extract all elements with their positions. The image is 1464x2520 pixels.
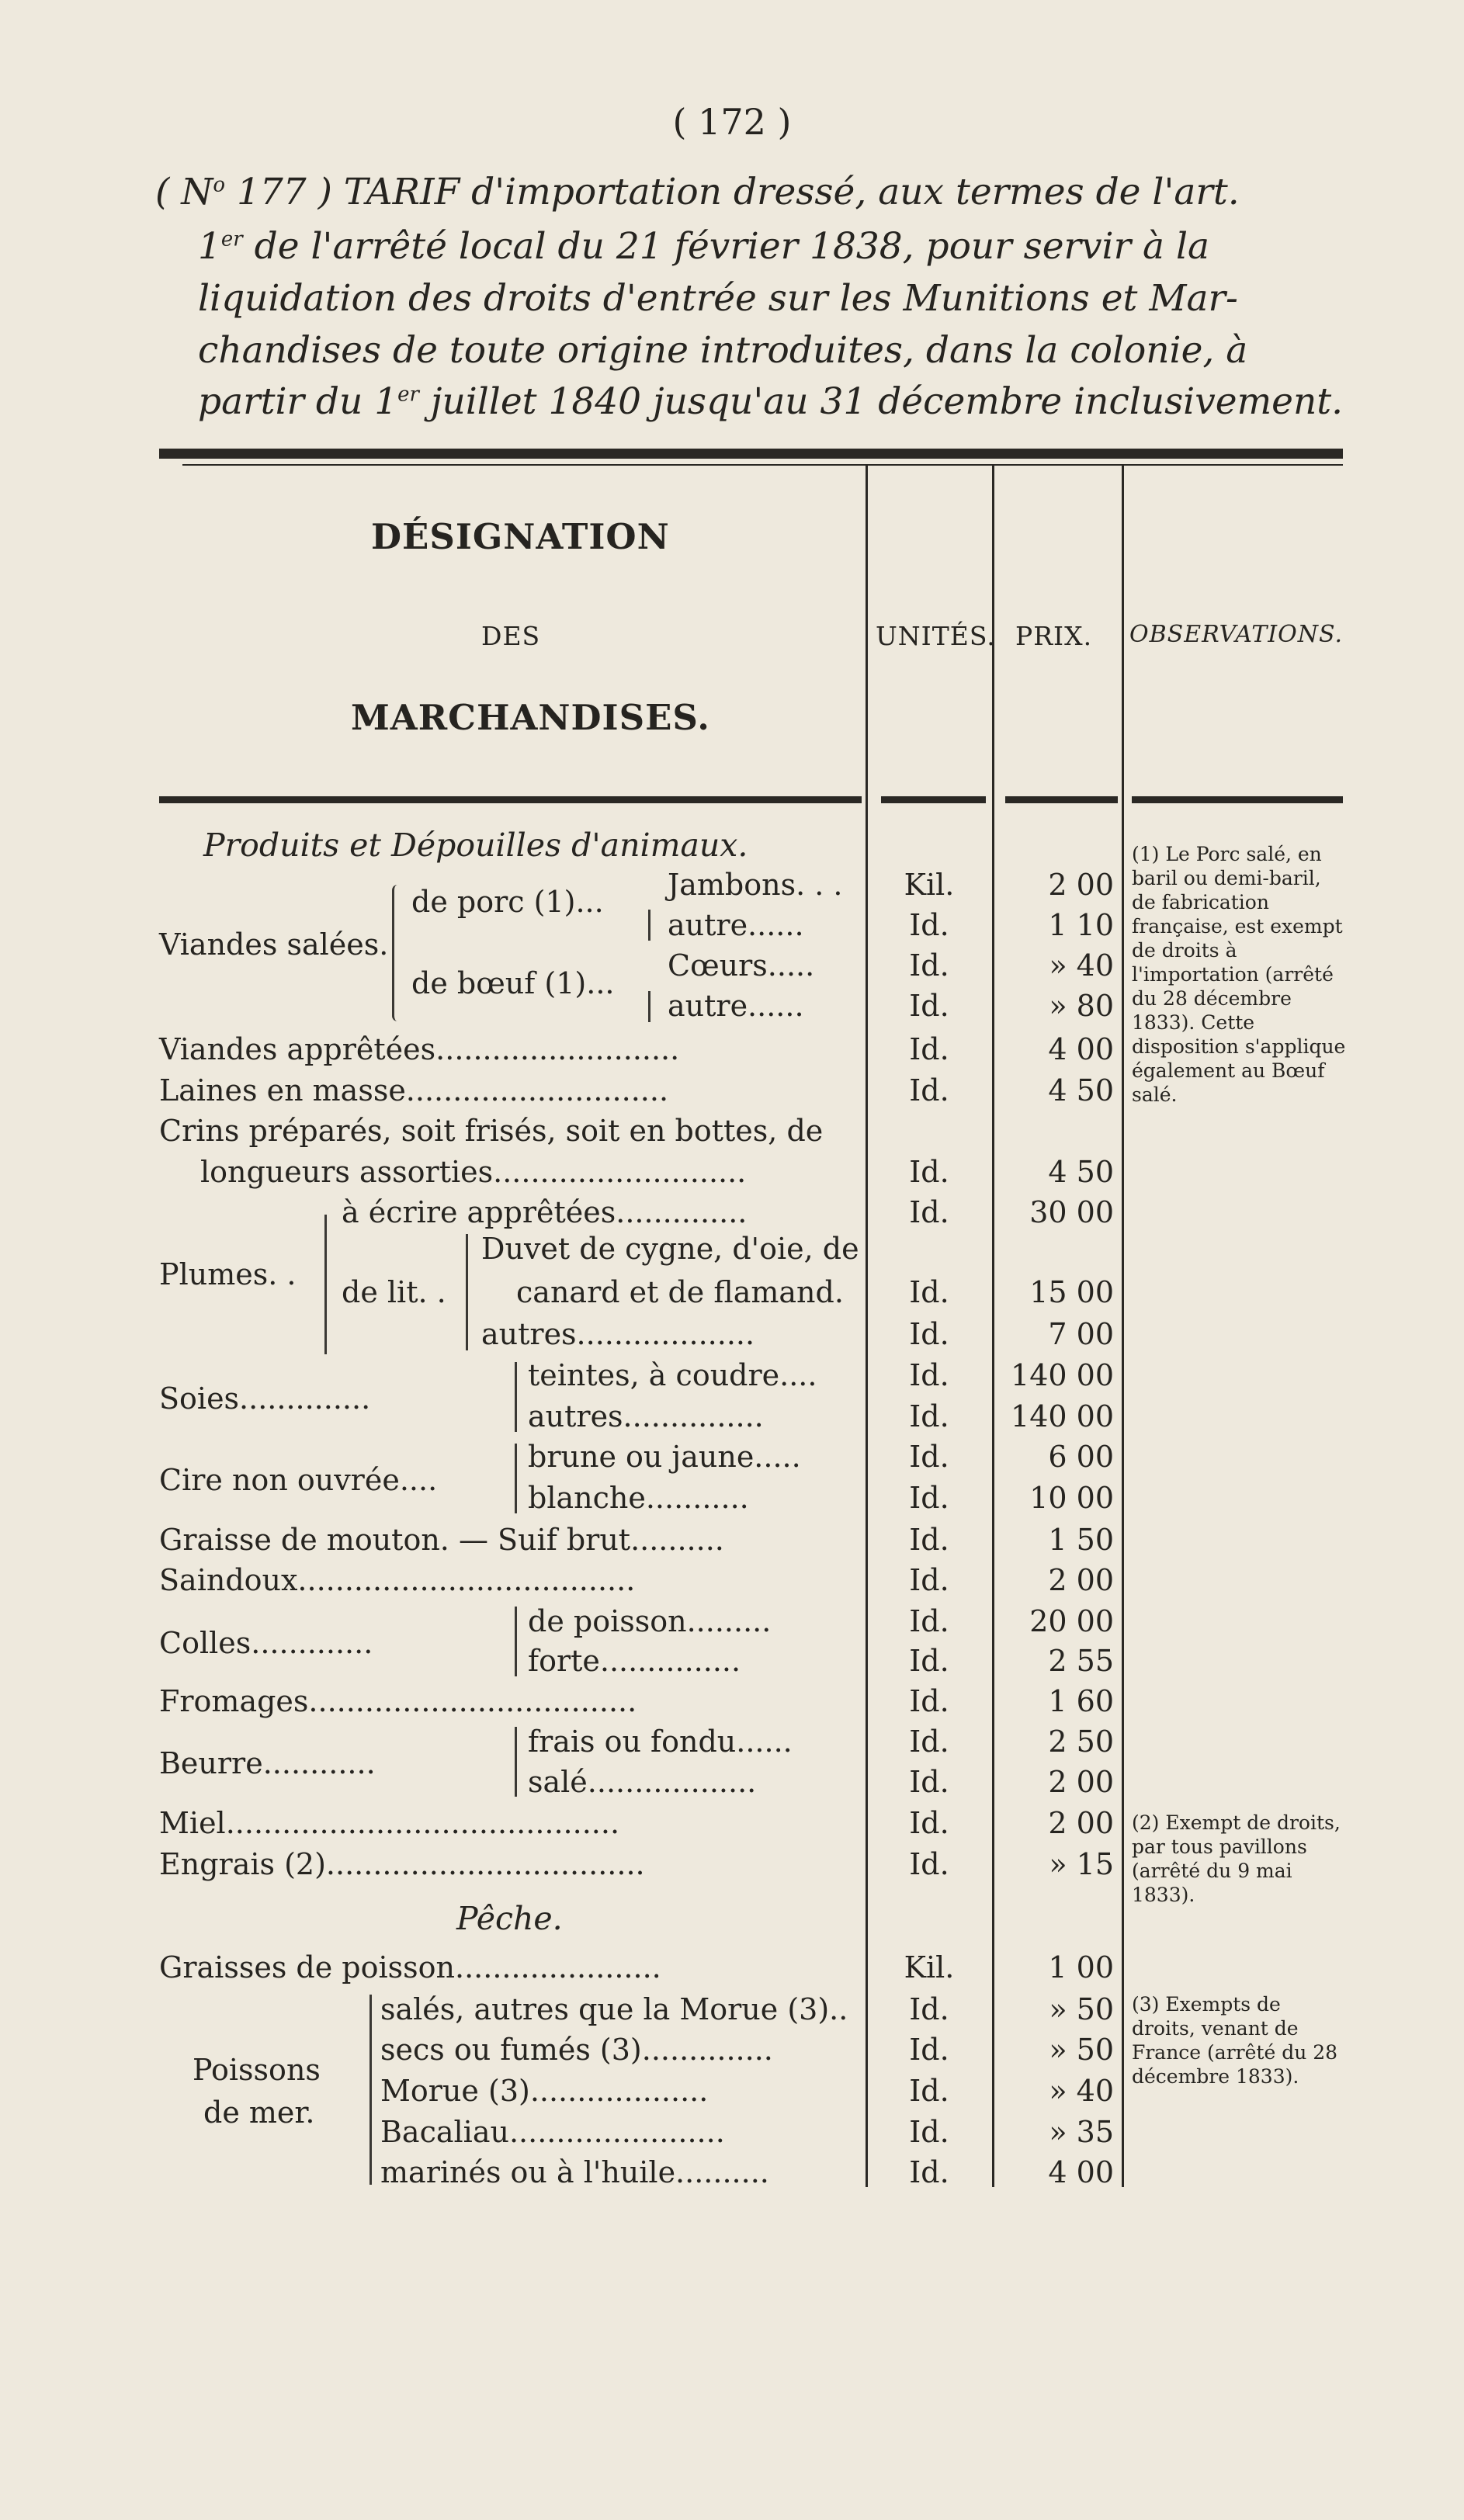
- header-rule-observations: [1132, 796, 1343, 803]
- row-price: 2 00: [1048, 1563, 1114, 1597]
- page-number: ( 172 ): [672, 101, 792, 143]
- row-unit: Id.: [909, 1765, 949, 1799]
- row-price: » 15: [1049, 1847, 1114, 1881]
- row-text: Bacaliau.......................: [380, 2115, 725, 2149]
- header-prix: PRIX.: [1015, 621, 1093, 651]
- rule-thin-top: [182, 464, 1343, 466]
- row-text: canard et de flamand.: [516, 1275, 844, 1309]
- section-animaux: Produits et Dépouilles d'animaux.: [203, 827, 748, 864]
- row-unit: Kil.: [904, 1950, 955, 1984]
- title-l2-sup: er: [220, 227, 243, 251]
- row-text: teintes, à coudre....: [528, 1358, 817, 1392]
- row-price: 30 00: [1029, 1195, 1114, 1229]
- row-price: 4 00: [1048, 2155, 1114, 2189]
- row-unit: Id.: [909, 1724, 949, 1759]
- header-observations: OBSERVATIONS.: [1129, 621, 1343, 648]
- rule-heavy-top: [159, 449, 1343, 459]
- row-unit: Id.: [909, 2074, 949, 2108]
- brace-cire: [515, 1444, 520, 1513]
- row-unit: Kil.: [904, 868, 955, 902]
- row-unit: Id.: [909, 1604, 949, 1638]
- row-price: 4 50: [1048, 1155, 1114, 1189]
- column-divider-2: [992, 466, 994, 2187]
- row-text: Fromages...................................: [159, 1684, 637, 1718]
- row-text: Graisse de mouton. — Suif brut..........: [159, 1523, 724, 1557]
- row-unit: Id.: [909, 1992, 949, 2026]
- row-text: Saindoux....................................: [159, 1563, 636, 1597]
- label-viandes-salees: Viandes salées.: [159, 927, 389, 962]
- row-unit: Id.: [909, 1073, 949, 1107]
- header-rule-unites: [881, 796, 986, 803]
- title-l1-b: 177 ) TARIF d'importation dressé, aux termes de l'art.: [225, 171, 1240, 213]
- brace-soies: [515, 1362, 520, 1432]
- row-unit: Id.: [909, 1523, 949, 1557]
- row-text: Duvet de cygne, d'oie, de: [481, 1232, 859, 1266]
- row-price: 6 00: [1048, 1440, 1114, 1474]
- row-unit: Id.: [909, 1440, 949, 1474]
- label-de-lit: de lit. .: [342, 1275, 446, 1309]
- row-price: 2 00: [1048, 1806, 1114, 1840]
- brace-beurre: [515, 1727, 520, 1797]
- column-divider-3: [1122, 466, 1124, 2187]
- title-l1-a: ( N: [155, 171, 213, 213]
- title-line-3: liquidation des droits d'entrée sur les Munitions et Mar-: [198, 277, 1238, 320]
- column-divider-1: [866, 466, 868, 2187]
- row-price: » 40: [1049, 948, 1114, 983]
- row-price: 4 50: [1048, 1073, 1114, 1107]
- label-de-boeuf: de bœuf (1)...: [411, 966, 615, 1000]
- title-l1-sup: o: [213, 173, 226, 197]
- row-text: autre......: [668, 989, 804, 1023]
- title-line-2: [198, 225, 1209, 268]
- row-text: Laines en masse............................: [159, 1073, 669, 1107]
- brace-porc: [648, 910, 654, 941]
- label-colles: Colles.............: [159, 1626, 373, 1660]
- label-beurre: Beurre............: [159, 1746, 376, 1780]
- row-price: 2 00: [1048, 868, 1114, 902]
- row-text: longueurs assorties...........................: [200, 1155, 747, 1189]
- title-line-5: [198, 380, 1343, 423]
- title-l2-a: 1: [198, 225, 221, 268]
- observation-note-1: (1) Le Porc salé, en baril ou demi-baril, de fabrication française, est exempt de droits à l'importation (arrêté du 28 décembre 1833). Cette disposition s'applique également au Bœuf salé.: [1132, 843, 1346, 1106]
- row-text: Graisses de poisson......................: [159, 1950, 661, 1984]
- row-unit: Id.: [909, 948, 949, 983]
- row-text: forte...............: [528, 1644, 741, 1678]
- row-price: 140 00: [1011, 1399, 1114, 1433]
- brace-de-lit: [466, 1234, 471, 1350]
- row-text: salés, autres que la Morue (3)..: [380, 1992, 848, 2026]
- row-price: » 50: [1049, 1992, 1114, 2026]
- header-des: DES: [481, 621, 541, 651]
- row-unit: Id.: [909, 1563, 949, 1597]
- brace-colles: [515, 1607, 520, 1676]
- brace-boeuf: [648, 991, 654, 1022]
- row-unit: Id.: [909, 1684, 949, 1718]
- row-unit: Id.: [909, 1317, 949, 1351]
- row-price: 10 00: [1029, 1481, 1114, 1515]
- brace-plumes: [324, 1215, 330, 1354]
- label-de-porc: de porc (1)...: [411, 885, 604, 919]
- row-price: 20 00: [1029, 1604, 1114, 1638]
- row-price: 4 00: [1048, 1032, 1114, 1066]
- row-unit: Id.: [909, 1806, 949, 1840]
- title-l5-sup: er: [397, 383, 419, 407]
- row-text: blanche...........: [528, 1481, 749, 1515]
- row-unit: Id.: [909, 2155, 949, 2189]
- label-poissons-1: Poissons: [193, 2053, 321, 2087]
- row-unit: Id.: [909, 1195, 949, 1229]
- row-price: 7 00: [1048, 1317, 1114, 1351]
- row-unit: Id.: [909, 2115, 949, 2149]
- row-price: 2 50: [1048, 1724, 1114, 1759]
- header-unites: UNITÉS.: [876, 621, 996, 651]
- row-text: Jambons. . .: [668, 868, 843, 902]
- observation-note-3: (3) Exempts de droits, venant de France (arrêté du 28 décembre 1833).: [1132, 1993, 1338, 2088]
- row-price: 2 55: [1048, 1644, 1114, 1678]
- row-text: autres...................: [481, 1317, 755, 1351]
- title-line-1: [155, 171, 1240, 213]
- row-text: secs ou fumés (3)..............: [380, 2033, 773, 2067]
- row-price: 1 10: [1048, 908, 1114, 942]
- brace-viandes: [392, 885, 397, 1021]
- row-unit: Id.: [909, 1275, 949, 1309]
- label-plumes: Plumes. .: [159, 1257, 297, 1291]
- header-rule-prix: [1005, 796, 1118, 803]
- row-unit: Id.: [909, 1481, 949, 1515]
- title-l2-b: de l'arrêté local du 21 février 1838, pour servir à la: [242, 225, 1210, 268]
- row-text: à écrire apprêtées..............: [342, 1195, 748, 1229]
- row-price: 1 60: [1048, 1684, 1114, 1718]
- title-line-4: chandises de toute origine introduites, dans la colonie, à: [198, 329, 1248, 372]
- row-price: » 50: [1049, 2033, 1114, 2067]
- header-marchandises: MARCHANDISES.: [351, 697, 710, 738]
- row-unit: Id.: [909, 1399, 949, 1433]
- row-unit: Id.: [909, 1358, 949, 1392]
- label-soies: Soies..............: [159, 1381, 371, 1416]
- row-price: » 40: [1049, 2074, 1114, 2108]
- row-price: » 80: [1049, 989, 1114, 1023]
- row-unit: Id.: [909, 1155, 949, 1189]
- row-text: de poisson.........: [528, 1604, 772, 1638]
- row-text: Cœurs.....: [668, 948, 815, 983]
- label-poissons-2: de mer.: [203, 2095, 315, 2130]
- row-text: autre......: [668, 908, 804, 942]
- header-designation: DÉSIGNATION: [371, 516, 670, 557]
- header-rule-designation: [159, 796, 862, 803]
- observation-note-2: (2) Exempt de droits, par tous pavillons (arrêté du 9 mai 1833).: [1132, 1811, 1341, 1906]
- row-unit: Id.: [909, 2033, 949, 2067]
- row-price: 1 50: [1048, 1523, 1114, 1557]
- brace-poissons: [369, 1995, 375, 2185]
- row-price: 1 00: [1048, 1950, 1114, 1984]
- row-unit: Id.: [909, 1847, 949, 1881]
- row-text: Engrais (2)..................................: [159, 1847, 645, 1881]
- title-l5-a: partir du 1: [198, 380, 398, 423]
- row-text: Morue (3)...................: [380, 2074, 709, 2108]
- row-text: Miel..........................................: [159, 1806, 620, 1840]
- row-price: 15 00: [1029, 1275, 1114, 1309]
- row-text: autres...............: [528, 1399, 764, 1433]
- title-l5-b: juillet 1840 jusqu'au 31 décembre inclusivement.: [418, 380, 1344, 423]
- row-text: marinés ou à l'huile..........: [380, 2155, 769, 2189]
- row-unit: Id.: [909, 989, 949, 1023]
- row-text: brune ou jaune.....: [528, 1440, 801, 1474]
- section-peche: Pêche.: [456, 1900, 563, 1937]
- row-price: 140 00: [1011, 1358, 1114, 1392]
- row-price: » 35: [1049, 2115, 1114, 2149]
- row-text: frais ou fondu......: [528, 1724, 793, 1759]
- label-cire: Cire non ouvrée....: [159, 1463, 438, 1497]
- row-price: 2 00: [1048, 1765, 1114, 1799]
- row-unit: Id.: [909, 1032, 949, 1066]
- row-text: salé..................: [528, 1765, 757, 1799]
- row-text: Viandes apprêtées..........................: [159, 1032, 680, 1066]
- row-unit: Id.: [909, 908, 949, 942]
- row-text: Crins préparés, soit frisés, soit en bottes, de: [159, 1114, 824, 1148]
- row-unit: Id.: [909, 1644, 949, 1678]
